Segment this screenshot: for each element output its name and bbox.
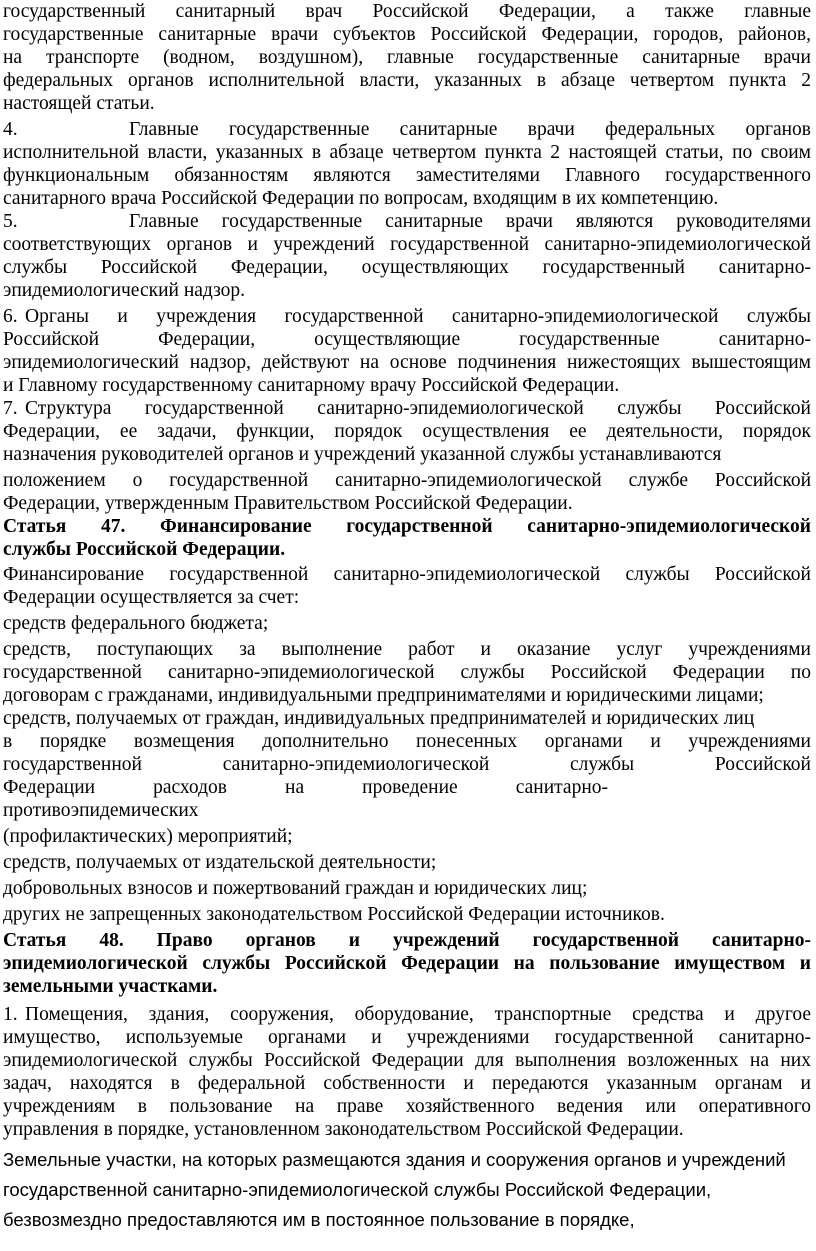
list-item: средств федерального бюджета; [3, 613, 269, 634]
clause-4-first-line [3, 118, 811, 141]
list-item: средств, поступающих за выполнение работ и оказание услуг учреждениями [3, 639, 811, 660]
text-line: Федерации осуществляется за счет: [3, 587, 300, 608]
text-line: имущество, используемые органами и учреждениями государственной санитарно- [3, 1027, 811, 1048]
text-line: Земельные участки, на которых размещаются здания и сооружения органов и учреждений [3, 1149, 786, 1170]
text-line: Структура государственной санитарно-эпидемиологической службы Российской [25, 398, 811, 419]
article-48-heading-cont: эпидемиологической службы Российской Федерации на пользование имуществом и [3, 953, 811, 974]
list-item: средств, получаемых от издательской деятельности; [3, 852, 437, 873]
clause-7-first-line [3, 397, 811, 420]
text-line: Органы и учреждения государственной санитарно-эпидемиологической службы [25, 306, 811, 327]
text-line: противоэпидемических [3, 800, 199, 821]
clause-1-first-line [3, 1003, 811, 1026]
text-line: задач, находятся в федеральной собственности и передаются указанным органам и [3, 1073, 811, 1094]
text-line: договорам с гражданами, индивидуальными предпринимателями и юридическими лицами; [3, 685, 764, 706]
text-line: эпидемиологической службы Российской Федерации для выполнения возложенных на них [3, 1050, 811, 1071]
text-line: Главные государственные санитарные врачи являются руководителями [129, 211, 811, 232]
list-item: добровольных взносов и пожертвований граждан и юридических лиц; [3, 878, 588, 899]
text-line: Федерации, утвержденным Правительством Российской Федерации. [3, 493, 573, 514]
text-line: эпидемиологический надзор. [3, 280, 246, 301]
text-line: настоящей статьи. [3, 93, 155, 114]
text-line: и Главному государственному санитарному врачу Российской Федерации. [3, 375, 620, 396]
article-48-heading-cont: земельными участками. [3, 976, 218, 997]
clause-number: 1. [3, 1004, 18, 1025]
article-47-heading: Статья 47. Финансирование государственной санитарно-эпидемиологической [3, 516, 811, 537]
text-line: функциональным обязанностям являются заместителями Главного государственного [3, 165, 811, 186]
text-line: Финансирование государственной санитарно-эпидемиологической службы Российской [3, 564, 811, 585]
clause-number: 4. [3, 119, 18, 140]
list-item: средств, получаемых от граждан, индивидуальных предпринимателей и юридических лиц [3, 708, 755, 729]
text-line: государственной санитарно-эпидемиологической службы Российской [3, 754, 811, 775]
text-line: учреждениям в пользование на праве хозяйственного ведения или оперативного [3, 1096, 811, 1117]
text-line: назначения руководителей органов и учреждений указанной службы устанавливаются [3, 444, 722, 465]
text-line: эпидемиологический надзор, действуют на основе подчинения нижестоящих вышестоящим [3, 352, 811, 373]
text-line: исполнительной власти, указанных в абзаце четвертом пункта 2 настоящей статьи, по своим [3, 142, 811, 163]
article-48-heading: Статья 48. Право органов и учреждений государственной санитарно- [3, 930, 811, 951]
text-line: федеральных органов исполнительной власти, указанных в абзаце четвертом пункта 2 [3, 70, 811, 91]
text-line: Главные государственные санитарные врачи федеральных органов [129, 119, 811, 140]
text-line: в порядке возмещения дополнительно понесенных органами и учреждениями [3, 731, 811, 752]
text-line: Российской Федерации, осуществляющие государственные санитарно- [3, 329, 811, 350]
clause-number: 5. [3, 211, 18, 232]
clause-5-first-line [3, 210, 811, 233]
text-line: Федерации, ее задачи, функции, порядок осуществления ее деятельности, порядок [3, 421, 811, 442]
text-line: санитарного врача Российской Федерации по вопросам, входящим в их компетенцию. [3, 188, 719, 209]
text-line: положением о государственной санитарно-эпидемиологической службе Российской [3, 470, 811, 491]
clause-number: 6. [3, 306, 18, 327]
text-line: (профилактических) мероприятий; [3, 826, 293, 847]
text-line: государственной санитарно-эпидемиологической службы Российской Федерации, [3, 1179, 712, 1200]
text-line: Федерации расходов на проведение санитарно- [3, 777, 608, 798]
text-line: государственной санитарно-эпидемиологической службы Российской Федерации по [3, 662, 811, 683]
text-line: соответствующих органов и учреждений государственной санитарно-эпидемиологической [3, 234, 811, 255]
clause-6-first-line [3, 305, 811, 328]
text-line: на транспорте (водном, воздушном), главные государственные санитарные врачи [3, 47, 811, 68]
text-line: службы Российской Федерации, осуществляющих государственный санитарно- [3, 257, 811, 278]
text-line: государственные санитарные врачи субъектов Российской Федерации, городов, районов, [3, 24, 811, 45]
text-line: управления в порядке, установленном законодательством Российской Федерации. [3, 1119, 684, 1140]
article-47-heading-cont: службы Российской Федерации. [3, 539, 286, 560]
text-line: государственный санитарный врач Российской Федерации, а также главные [3, 1, 811, 22]
clause-number: 7. [3, 398, 18, 419]
text-line: Помещения, здания, сооружения, оборудование, транспортные средства и другое [25, 1004, 811, 1025]
list-item: других не запрещенных законодательством Российской Федерации источников. [3, 904, 665, 925]
text-line: безвозмездно предоставляются им в постоянное пользование в порядке, [3, 1209, 635, 1230]
